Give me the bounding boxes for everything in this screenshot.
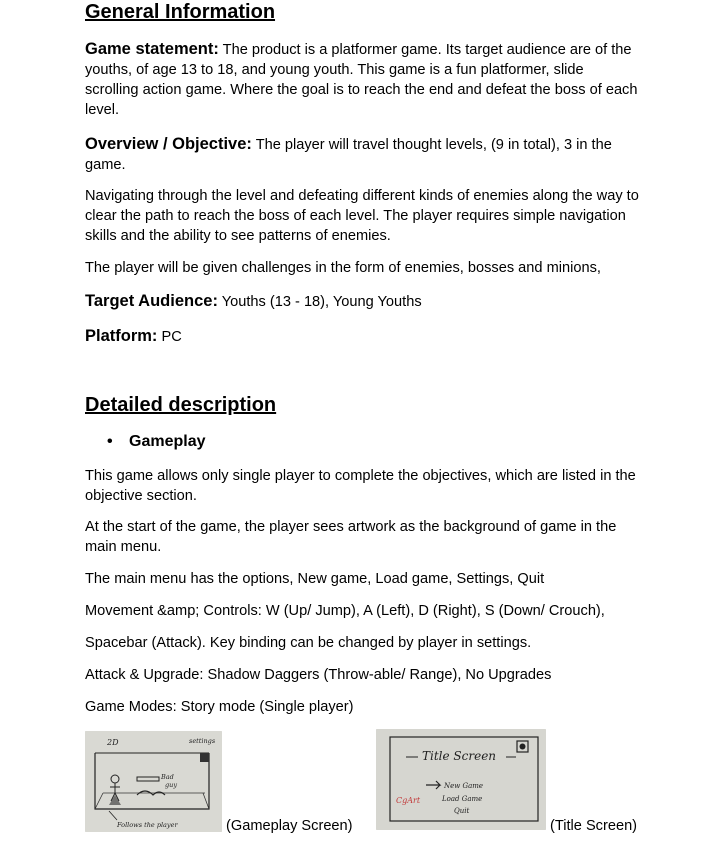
challenges-paragraph: The player will be given challenges in the form of enemies, bosses and minions, [85,260,601,276]
overview-text: The player will travel thought levels, (9 in total), 3 in the game. [85,137,612,173]
gameplay-bullet-label: Gameplay [129,433,206,450]
single-player-paragraph: This game allows only single player to complete the objectives, which are listed in the objective section. [85,468,636,504]
target-audience-paragraph [85,291,422,312]
title-screen-sketch-image [376,729,546,830]
gameplay-sketch-2d-label: 2D [107,738,119,747]
platform-paragraph [85,326,182,347]
spacebar-paragraph: Spacebar (Attack). Key binding can be changed by player in settings. [85,635,532,651]
overview-label: Overview / Objective: [85,135,252,153]
game-start-paragraph: At the start of the game, the player sees artwork as the background of game in the main menu. [85,519,617,555]
detailed-description-heading: Detailed description [85,394,277,416]
general-information-heading: General Information [85,1,276,23]
title-sketch-title-label: Title Screen [422,749,497,763]
gameplay-sketch-bad-label: Bad [161,773,174,781]
title-sketch-load-label: Load Game [442,795,483,803]
gameplay-bullet [85,432,205,452]
platform-label: Platform: [85,327,158,345]
title-screen-caption: (Title Screen) [550,818,638,834]
navigating-paragraph: Navigating through the level and defeating different kinds of enemies along the way to clear the path to reach the boss of each level. The player requires simple navigation skills and the ability to see patterns of enemies. [85,188,639,244]
gameplay-sketch-follows-label: Follows the player [117,821,178,829]
movement-controls-paragraph: Movement &amp; Controls: W (Up/ Jump), A (Left), D (Right), S (Down/ Crouch), [85,603,605,619]
detailed-description-section [85,393,276,417]
overview-paragraph [85,134,640,175]
game-statement-text: The product is a platformer game. Its target audience are of the youths, of age 13 to 18, and young youth. This game is a fun platformer, slide scrolling action game. Where the goal is to reach the end and defeat the boss of each level. [85,42,638,118]
title-screen-sketch-drawing [376,729,546,830]
target-audience-label: Target Audience: [85,292,218,310]
gameplay-screen-caption: (Gameplay Screen) [226,818,353,834]
title-sketch-quit-label: Quit [454,807,470,815]
gameplay-sketch-settings-label: settings [189,737,216,745]
target-audience-text: Youths (13 - 18), Young Youths [217,294,422,310]
game-statement-label: Game statement: [85,40,219,58]
main-menu-paragraph: The main menu has the options, New game, Load game, Settings, Quit [85,571,545,587]
title-sketch-new-label: New Game [444,782,484,790]
bullet-dot-icon: • [107,433,113,450]
gameplay-sketch-drawing [85,731,222,832]
title-sketch-art-label: CgArt [396,796,421,805]
gameplay-sketch-guy-label: guy [165,781,178,789]
platform-text: PC [157,329,182,345]
game-statement-paragraph [85,39,640,120]
game-modes-paragraph: Game Modes: Story mode (Single player) [85,699,354,715]
attack-upgrade-paragraph: Attack & Upgrade: Shadow Daggers (Throw-able/ Range), No Upgrades [85,667,552,683]
general-information-section [85,0,275,24]
gameplay-sketch-image [85,731,222,832]
